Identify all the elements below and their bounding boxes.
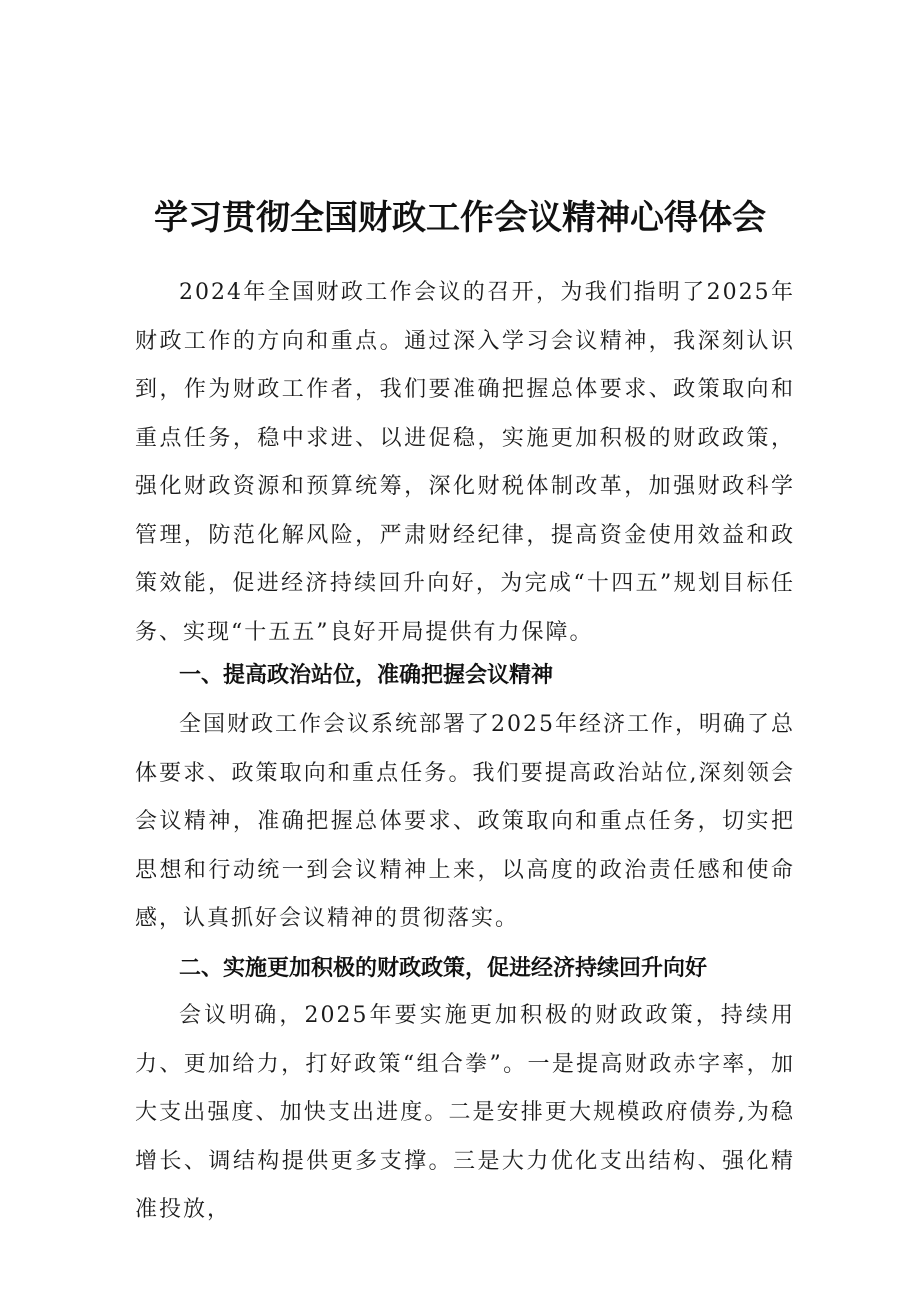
intro-paragraph: 2024年全国财政工作会议的召开，为我们指明了2025年财政工作的方向和重点。通过深入学习会议精神，我深刻认识到，作为财政工作者，我们要准确把握总体要求、政策取向和重点任务，稳中求进、以进促稳，实施更加积极的财政政策，强化财政资源和预算统筹，深化财税体制改革，加强财政科学管理，防范化解风险，严肃财经纪律，提高资金使用效益和政策效能，促进经济持续回升向好，为完成“十四五”规划目标任务、实现“十五五”良好开局提供有力保障。 — [135, 280, 795, 645]
document-title: 学习贯彻全国财政工作会议精神心得体会 — [154, 197, 766, 238]
section-heading-1: 一、提高政治站位，准确把握会议精神 — [179, 663, 554, 688]
section-body-1: 全国财政工作会议系统部署了2025年经济工作，明确了总体要求、政策取向和重点任务。我们要提高政治站位,深刻领会会议精神，准确把握总体要求、政策取向和重点任务，切实把思想和行动统一到会议精神上来，以高度的政治责任感和使命感，认真抓好会议精神的贯彻落实。 — [135, 712, 795, 931]
section-heading-2: 二、实施更加积极的财政政策，促进经济持续回升向好 — [179, 956, 708, 981]
section-body-2: 会议明确，2025年要实施更加积极的财政政策，持续用力、更加给力，打好政策“组合拳”。一是提高财政赤字率，加大支出强度、加快支出进度。二是安排更大规模政府债券,为稳增长、调结构提供更多支撑。三是大力优化支出结构、强化精准投放， — [135, 1003, 795, 1222]
